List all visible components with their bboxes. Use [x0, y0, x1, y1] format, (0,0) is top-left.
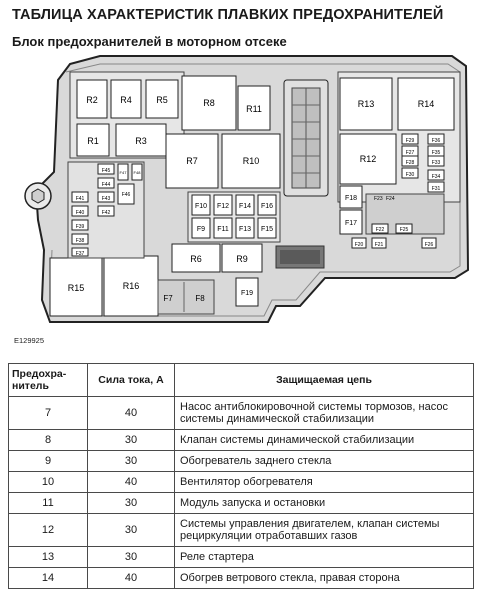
svg-text:R3: R3: [135, 136, 147, 146]
fuse-F34: [428, 170, 444, 180]
svg-text:F29: F29: [405, 138, 415, 144]
fuse-F7: [163, 294, 173, 303]
fuse-circuit: Вентилятор обогревателя: [175, 472, 474, 493]
relay-R8: [182, 76, 236, 130]
svg-text:F31: F31: [431, 186, 441, 192]
fuse-number: 12: [9, 514, 88, 547]
svg-text:F45: F45: [101, 168, 111, 174]
relay-R16: [104, 256, 158, 316]
svg-text:F18: F18: [344, 195, 358, 202]
fuse-F15: [258, 218, 276, 238]
svg-text:F9: F9: [196, 226, 206, 233]
fuse-circuit: Клапан системы динамической стабилизации: [175, 430, 474, 451]
fuse-F12: [214, 195, 232, 215]
fuse-F16: [258, 195, 276, 215]
fuse-F17: [340, 210, 362, 234]
fuse-F43: [98, 192, 114, 202]
table-row: [9, 472, 474, 493]
fuse-F22: [372, 224, 388, 233]
svg-text:R16: R16: [122, 281, 140, 291]
fuse-F46: [118, 184, 134, 204]
fuse-amps: 30: [88, 493, 175, 514]
svg-text:F38: F38: [75, 238, 85, 244]
mount-bolt-icon: [25, 183, 51, 209]
fuse-circuit: Реле стартера: [175, 547, 474, 568]
fuse-F41: [72, 192, 88, 202]
relay-R3: [116, 124, 166, 156]
fuse-F26: [422, 238, 436, 248]
svg-text:F22: F22: [375, 227, 385, 233]
svg-text:R7: R7: [186, 156, 198, 166]
table-row: [9, 568, 474, 589]
relay-R7: [166, 134, 218, 188]
fuse-F9: [192, 218, 210, 238]
fuse-circuit: Обогрев ветрового стекла, правая сторона: [175, 568, 474, 589]
table-row: [9, 451, 474, 472]
relay-R14: [398, 78, 454, 130]
fuse-F20: [352, 238, 366, 248]
fuse-number: 11: [9, 493, 88, 514]
fuse-F47: [118, 164, 128, 180]
fuse-F27: [402, 146, 418, 156]
relay-R12: [340, 134, 396, 184]
relay-R15: [50, 258, 102, 316]
fuse-number: 13: [9, 547, 88, 568]
fuse-number: 8: [9, 430, 88, 451]
fuse-number: 14: [9, 568, 88, 589]
svg-text:F28: F28: [405, 160, 415, 166]
fuse-F18: [340, 186, 362, 208]
svg-text:F37: F37: [75, 251, 85, 257]
fuse-amps: 40: [88, 568, 175, 589]
svg-text:R5: R5: [156, 95, 168, 105]
fuse-F38: [72, 234, 88, 244]
svg-text:F21: F21: [374, 242, 384, 248]
fuse-F19: [236, 278, 258, 306]
svg-text:F19: F19: [240, 290, 254, 297]
fuse-circuit: Системы управления двигателем, клапан системы рециркуляции отработавших газов: [175, 514, 474, 547]
fuse-F42: [98, 206, 114, 216]
svg-text:F44: F44: [101, 182, 111, 188]
fuse-F37: [72, 248, 88, 257]
fuse-F29: [402, 134, 418, 144]
svg-text:F27: F27: [405, 150, 415, 156]
svg-text:R9: R9: [236, 254, 248, 264]
fuse-F36: [428, 134, 444, 144]
relay-R2-label: R2: [86, 95, 98, 105]
fuse-amps: 30: [88, 514, 175, 547]
svg-text:R12: R12: [359, 154, 377, 164]
svg-text:F11: F11: [217, 226, 229, 233]
fuse-F14: [236, 195, 254, 215]
fuse-F13: [236, 218, 254, 238]
header-fuse: Предохра-нитель: [9, 364, 88, 397]
fuse-amps: 40: [88, 472, 175, 493]
table-header-row: [9, 364, 474, 397]
svg-text:F26: F26: [424, 242, 434, 248]
fuse-F31: [428, 182, 444, 192]
svg-text:F7: F7: [163, 294, 173, 303]
svg-text:R4: R4: [120, 95, 132, 105]
fuse-table: [8, 363, 474, 589]
relay-R5: [146, 80, 178, 118]
figure-id: E129925: [14, 336, 45, 345]
fuse-amps: 40: [88, 397, 175, 430]
fuse-F8: [195, 294, 205, 303]
fuse-F44: [98, 178, 114, 188]
fuse-F45: [98, 164, 114, 174]
fuse-F28: [402, 156, 418, 166]
svg-text:F43: F43: [101, 196, 111, 202]
fuse-F39: [72, 220, 88, 230]
fuse-F48: [132, 164, 142, 180]
svg-text:F36: F36: [431, 138, 441, 144]
svg-text:F23: F23: [374, 196, 383, 202]
fuse-F33: [428, 156, 444, 166]
svg-text:F20: F20: [354, 242, 364, 248]
svg-text:R10: R10: [242, 156, 260, 166]
svg-text:F15: F15: [260, 226, 274, 233]
fuse-F40: [72, 206, 88, 216]
svg-text:F48: F48: [133, 170, 141, 175]
svg-text:F13: F13: [238, 226, 252, 233]
svg-text:F35: F35: [431, 150, 441, 156]
relay-R2: [77, 80, 107, 118]
fuse-circuit: Модуль запуска и остановки: [175, 493, 474, 514]
relay-R6: [172, 244, 220, 272]
svg-text:F39: F39: [75, 224, 85, 230]
header-amps: Сила тока, А: [88, 364, 175, 397]
fuse-amps: 30: [88, 430, 175, 451]
relay-R10: [222, 134, 280, 188]
fuse-F25: [396, 224, 412, 233]
svg-text:F24: F24: [386, 196, 395, 202]
svg-text:F10: F10: [194, 203, 208, 210]
fuse-circuit: Обогреватель заднего стекла: [175, 451, 474, 472]
connector-block: [284, 80, 328, 196]
fuse-amps: 30: [88, 547, 175, 568]
fuse-box-diagram: [0, 55, 480, 340]
fuse-amps: 30: [88, 451, 175, 472]
page-subtitle: Блок предохранителей в моторном отсеке: [12, 34, 287, 49]
relay-R9: [222, 244, 262, 272]
fuse-F11: [214, 218, 232, 238]
table-row: [9, 514, 474, 547]
svg-text:F30: F30: [405, 172, 415, 178]
fuse-F21: [372, 238, 386, 248]
svg-text:F40: F40: [75, 210, 85, 216]
fuse-F35: [428, 146, 444, 156]
relay-R1: [77, 124, 109, 156]
table-row: [9, 430, 474, 451]
svg-text:R11: R11: [246, 104, 262, 114]
svg-text:F33: F33: [431, 160, 441, 166]
svg-text:F17: F17: [344, 220, 358, 227]
page-title: ТАБЛИЦА ХАРАКТЕРИСТИК ПЛАВКИХ ПРЕДОХРАНИТЕЛЕЙ: [12, 7, 444, 23]
svg-text:R13: R13: [357, 99, 375, 109]
svg-text:F46: F46: [121, 192, 131, 198]
fuse-circuit: Насос антиблокировочной системы тормозов, насос системы динамической стабилизации: [175, 397, 474, 430]
svg-text:F47: F47: [119, 170, 127, 175]
table-row: [9, 397, 474, 430]
svg-text:R6: R6: [190, 254, 202, 264]
fuse-F23: [374, 196, 383, 202]
fuse-F24: [386, 196, 395, 202]
svg-text:F42: F42: [101, 210, 111, 216]
svg-text:R15: R15: [67, 283, 85, 293]
svg-text:R14: R14: [417, 99, 435, 109]
table-row: [9, 493, 474, 514]
fuse-number: 7: [9, 397, 88, 430]
svg-text:R8: R8: [203, 98, 215, 108]
svg-text:F8: F8: [195, 294, 205, 303]
svg-text:F16: F16: [260, 203, 274, 210]
table-row: [9, 547, 474, 568]
svg-text:F12: F12: [216, 203, 230, 210]
relay-R13: [340, 78, 392, 130]
fuse-F30: [402, 168, 418, 178]
svg-text:R1: R1: [87, 136, 99, 146]
svg-text:F25: F25: [399, 227, 409, 233]
svg-text:F41: F41: [75, 196, 85, 202]
fuse-number: 10: [9, 472, 88, 493]
svg-text:F14: F14: [238, 203, 252, 210]
header-circuit: Защищаемая цепь: [175, 364, 474, 397]
svg-text:F34: F34: [431, 174, 441, 180]
fuse-number: 9: [9, 451, 88, 472]
relay-R11: [238, 86, 270, 130]
relay-R4: [111, 80, 141, 118]
fuse-F10: [192, 195, 210, 215]
